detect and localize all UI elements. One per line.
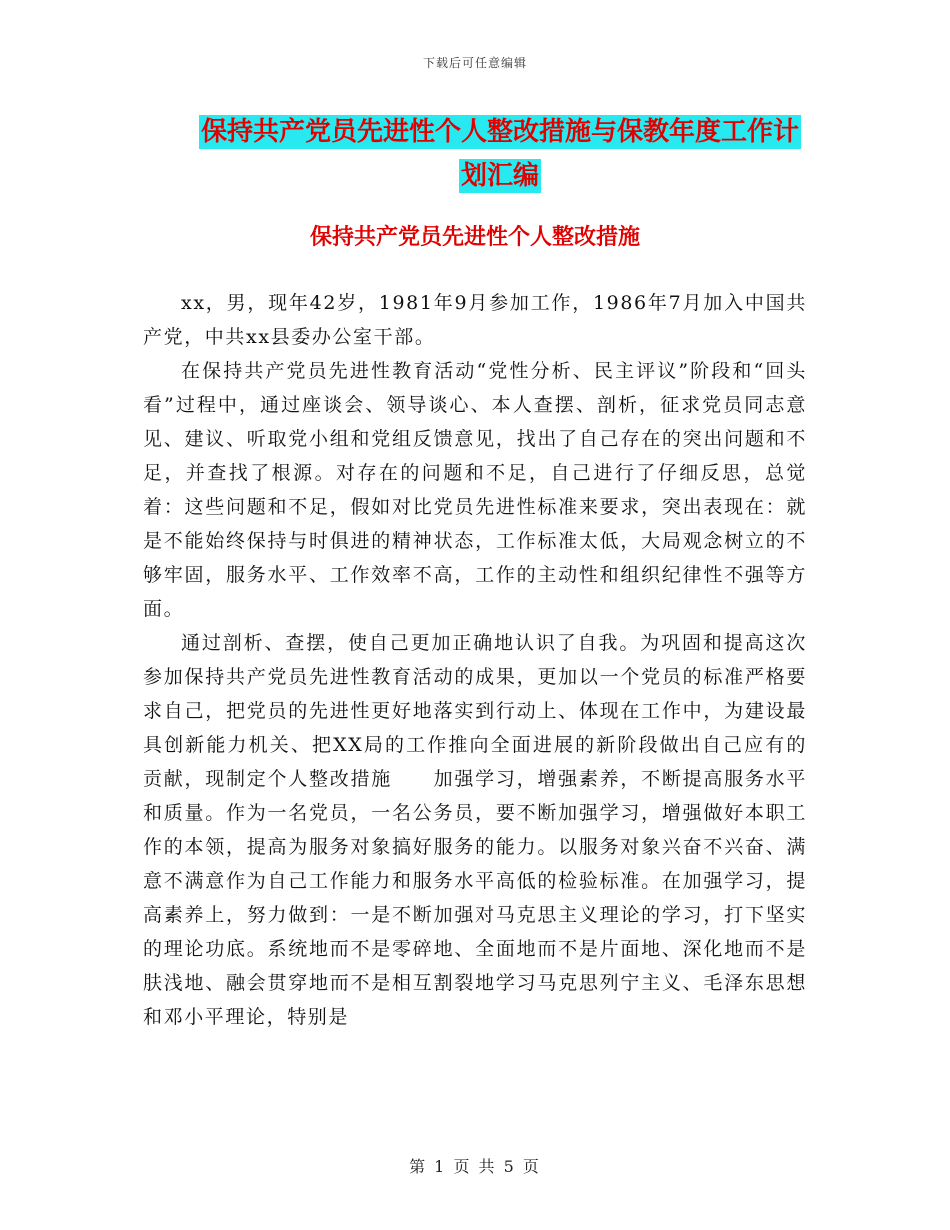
header-note: 下载后可任意编辑 <box>422 56 527 70</box>
paragraph-1: xx，男，现年42岁，1981年9月参加工作，1986年7月加入中国共产党，中共xx县委办公室干部。 <box>143 292 807 348</box>
paragraph-2: 在保持共产党员先进性教育活动“党性分析、民主评议”阶段和“回头看”过程中，通过座谈会、领导谈心、本人查摆、剖析，征求党员同志意见、建议、听取党小组和党组反馈意见，找出了自己存在的突出问题和不足，并查找了根源。对存在的问题和不足，自己进行了仔细反思，总觉着：这些问题和不足，假如对比党员先进性标准来要求，突出表现在：就是不能始终保持与时俱进的精神状态，工作标准太低，大局观念树立的不够牢固，服务水平、工作效率不高，工作的主动性和组织纪律性不强等方面。 <box>143 360 807 620</box>
body-text <box>143 286 807 1034</box>
paragraph-3: 通过剖析、查摆，使自己更加正确地认识了自我。为巩固和提高这次参加保持共产党员先进性教育活动的成果，更加以一个党员的标准严格要求自己，把党员的先进性更好地落实到行动上、体现在工作中，为建设最具创新能力机关、把XX局的工作推向全面进展的新阶段做出自己应有的贡献，现制定个人整改措施 加强学习，增强素养，不断提高服务水平和质量。作为一名党员，一名公务员，要不断加强学习，增强做好本职工作的本领，提高为服务对象搞好服务的能力。以服务对象兴奋不兴奋、满意不满意作为自己工作能力和服务水平高低的检验标准。在加强学习，提高素养上，努力做到：一是不断加强对马克思主义理论的学习，打下坚实的理论功底。系统地而不是零碎地、全面地而不是片面地、深化地而不是肤浅地、融会贯穿地而不是相互割裂地学习马克思列宁主义、毛泽东思想和邓小平理论，特别是 <box>143 632 807 1028</box>
document-title <box>190 110 810 198</box>
document-title-line-1: 保持共产党员先进性个人整改措施与保教年度工作计 <box>200 117 799 147</box>
section-title: 保持共产党员先进性个人整改措施 <box>309 224 640 250</box>
page-number-footer: 第 1 页 共 5 页 <box>409 1157 541 1176</box>
document-title-line-2: 划汇编 <box>460 161 539 191</box>
